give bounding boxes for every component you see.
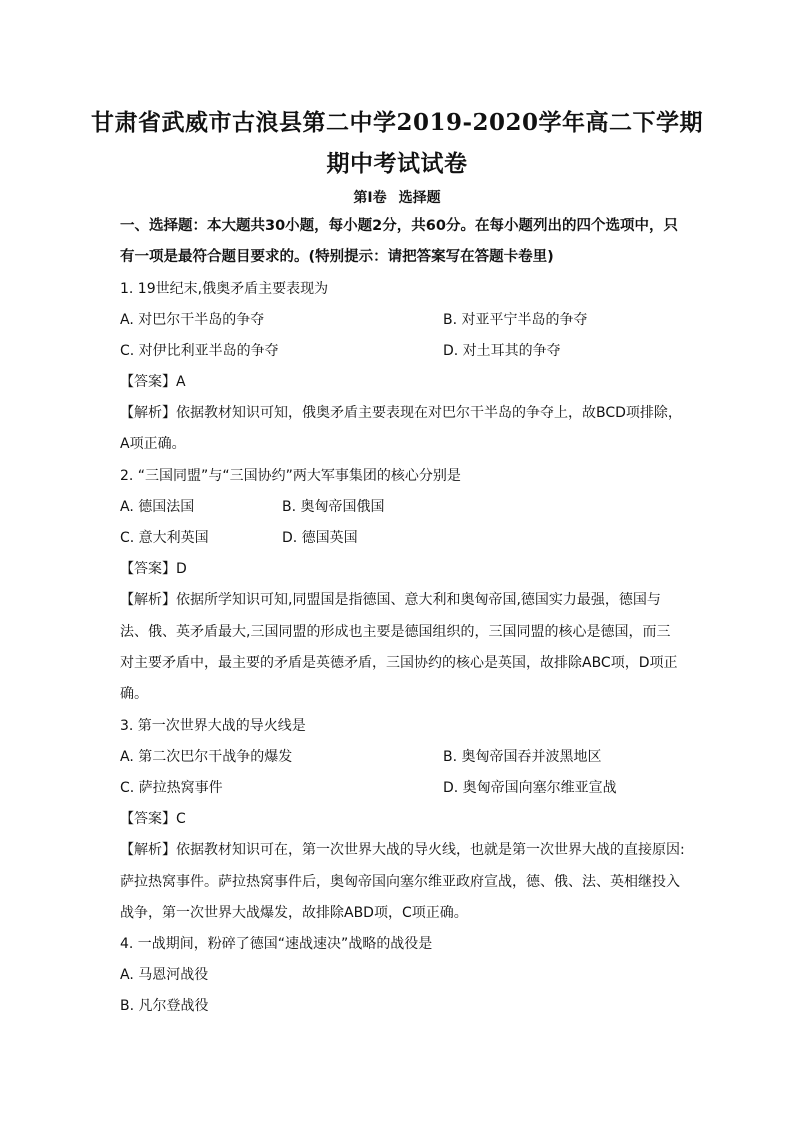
question-1-option-b: B. 对亚平宁半岛的争夺 [443,312,588,328]
question-3-analysis-line-2: 萨拉热窝事件。萨拉热窝事件后，奥匈帝国向塞尔维亚政府宣战，德、俄、法、英相继投入 [120,874,680,890]
instructions-line-2: 有一项是最符合题目要求的。(特别提示：请把答案写在答题卡卷里) [120,249,554,265]
document-title-line-1: 甘肃省武威市古浪县第二中学2019-2020学年高二下学期 [90,109,704,136]
section-part: 第Ⅰ卷 [353,190,387,206]
question-4-option-a: A. 马恩河战役 [120,967,209,983]
question-1-analysis-line-2: A项正确。 [120,436,186,452]
question-2-stem: 2. “三国同盟”与“三国协约”两大军事集团的核心分别是 [120,468,461,484]
question-3-analysis-line-1: 【解析】依据教材知识可在，第一次世界大战的导火线，也就是第一次世界大战的直接原因: [120,842,685,858]
question-1-analysis-line-1: 【解析】依据教材知识可知，俄奥矛盾主要表现在对巴尔干半岛的争夺上，故BCD项排除， [120,405,682,421]
question-2-option-d: D. 德国英国 [282,530,358,546]
question-2-answer: 【答案】D [120,561,187,577]
question-3-option-c: C. 萨拉热窝事件 [120,780,223,796]
question-2-option-a: A. 德国法国 [120,499,195,515]
question-3-answer: 【答案】C [120,811,186,827]
question-2-analysis-line-4: 确。 [120,686,148,702]
question-2-option-c: C. 意大利英国 [120,530,209,546]
document-title-line-2: 期中考试试卷 [326,150,468,177]
instructions-line-1: 一、选择题：本大题共30小题，每小题2分，共60分。在每小题列出的四个选项中，只 [120,218,678,234]
section-name: 选择题 [398,190,441,206]
section-heading [0,187,794,207]
question-1-stem: 1. 19世纪末,俄奥矛盾主要表现为 [120,281,329,297]
question-3-option-b: B. 奥匈帝国吞并波黑地区 [443,749,602,765]
question-2-analysis-line-1: 【解析】依据所学知识可知,同盟国是指德国、意大利和奥匈帝国,德国实力最强，德国与 [120,592,661,608]
question-3-option-a: A. 第二次巴尔干战争的爆发 [120,749,293,765]
question-1-option-d: D. 对土耳其的争夺 [443,343,561,359]
question-4-stem: 4. 一战期间，粉碎了德国“速战速决”战略的战役是 [120,936,433,952]
question-3-stem: 3. 第一次世界大战的导火线是 [120,718,306,734]
question-4-option-b: B. 凡尔登战役 [120,998,209,1014]
question-1-answer: 【答案】A [120,374,186,390]
question-2-analysis-line-3: 对主要矛盾中，最主要的矛盾是英德矛盾，三国协约的核心是英国，故排除ABC项，D项正 [120,655,678,671]
question-3-analysis-line-3: 战争，第一次世界大战爆发，故排除ABD项，C项正确。 [120,905,468,921]
question-1-option-c: C. 对伊比利亚半岛的争夺 [120,343,279,359]
question-2-analysis-line-2: 法、俄、英矛盾最大,三国同盟的形成也主要是德国组织的，三国同盟的核心是德国，而三 [120,624,671,640]
question-3-option-d: D. 奥匈帝国向塞尔维亚宣战 [443,780,617,796]
question-2-option-b: B. 奥匈帝国俄国 [282,499,385,515]
question-1-option-a: A. 对巴尔干半岛的争夺 [120,312,265,328]
